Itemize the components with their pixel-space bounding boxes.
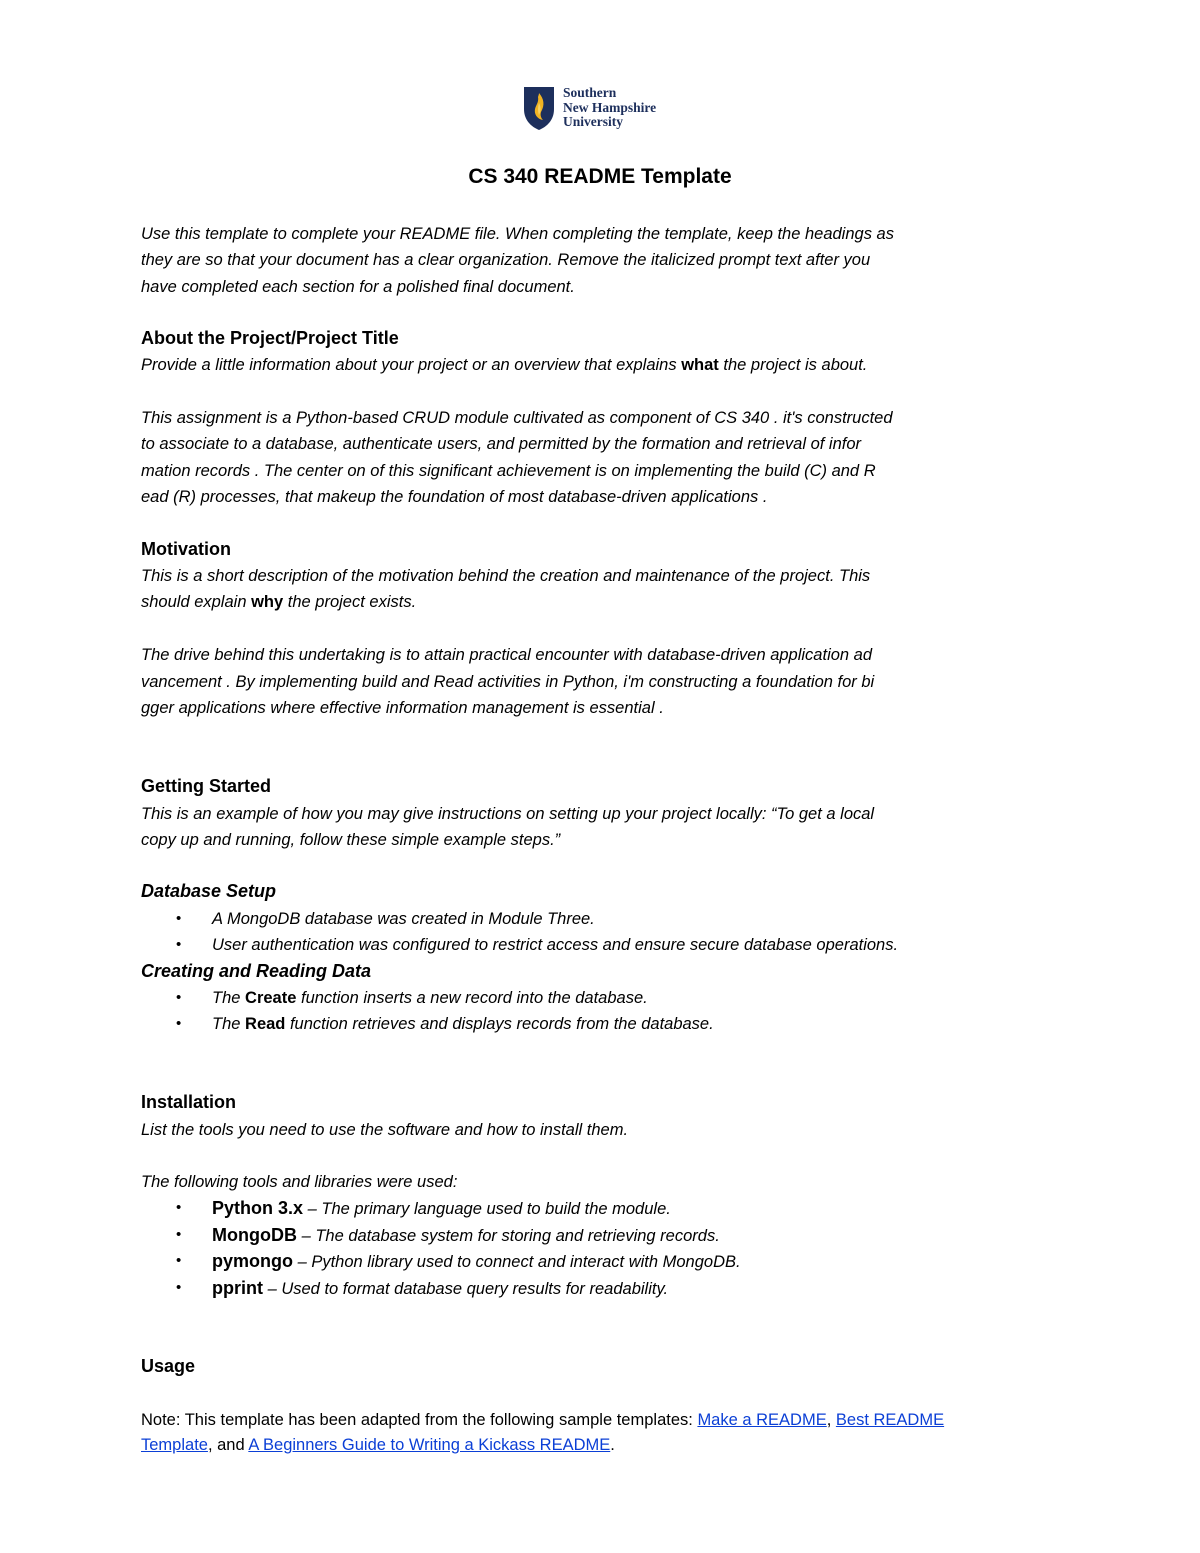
note-line-2: Template, and A Beginners Guide to Writing a Kickass README.	[141, 1436, 615, 1454]
about-body-line-3: mation records . The center on of this significant achievement is on implementing the build (C) and R	[141, 462, 876, 480]
motivation-prompt-line-1: This is a short description of the motivation behind the creation and maintenance of the project. This	[141, 567, 871, 585]
bullet-icon: •	[176, 1252, 182, 1269]
installation-item-1: Python 3.x – The primary language used to build the module.	[212, 1198, 671, 1218]
installation-prompt: List the tools you need to use the software and how to install them.	[141, 1121, 629, 1139]
creating-reading-item-1: The Create function inserts a new record into the database.	[212, 989, 648, 1007]
intro-line-2: they are so that your document has a clear organization. Remove the italicized prompt text after you	[141, 251, 871, 269]
beginners-guide-link[interactable]: A Beginners Guide to Writing a Kickass README	[248, 1436, 611, 1454]
read-keyword: Read	[245, 1015, 286, 1033]
database-setup-item-1: A MongoDB database was created in Module Three.	[212, 910, 595, 928]
installation-lead: The following tools and libraries were used:	[141, 1173, 458, 1191]
bullet-icon: •	[176, 989, 182, 1006]
pymongo-label: pymongo	[212, 1251, 293, 1271]
make-a-readme-link[interactable]: Make a README	[697, 1411, 827, 1429]
bullet-icon: •	[176, 1226, 182, 1243]
installation-item-3: pymongo – Python library used to connect and interact with MongoDB.	[212, 1251, 741, 1271]
installation-item-4: pprint – Used to format database query results for readability.	[212, 1278, 669, 1298]
python-label: Python 3.x	[212, 1198, 304, 1218]
database-setup-heading: Database Setup	[141, 881, 277, 901]
bullet-icon: •	[176, 1015, 182, 1032]
getting-started-heading: Getting Started	[141, 776, 272, 796]
intro-line-3: have completed each section for a polished final document.	[141, 278, 575, 296]
bullet-icon: •	[176, 910, 182, 927]
snhu-shield-icon	[522, 85, 556, 131]
database-setup-item-2: User authentication was configured to restrict access and ensure secure database operations.	[212, 936, 899, 954]
motivation-body-line-1: The drive behind this undertaking is to attain practical encounter with database-driven application ad	[141, 646, 873, 664]
best-readme-template-link-cont[interactable]: Template	[141, 1436, 208, 1454]
intro-line-1: Use this template to complete your README file. When completing the template, keep the headings as	[141, 225, 894, 243]
pprint-label: pprint	[212, 1278, 263, 1298]
bullet-icon: •	[176, 936, 182, 953]
motivation-prompt-line-2: should explain why the project exists.	[141, 593, 417, 611]
snhu-logo	[522, 84, 656, 132]
motivation-prompt-bold: why	[251, 593, 284, 611]
about-prompt-bold: what	[681, 356, 719, 374]
best-readme-template-link[interactable]: Best README	[835, 1411, 945, 1429]
installation-item-2: MongoDB – The database system for storing and retrieving records.	[212, 1225, 720, 1245]
installation-heading: Installation	[141, 1092, 237, 1112]
getting-started-prompt-line-1: This is an example of how you may give instructions on setting up your project locally: “To get a local	[141, 805, 875, 823]
motivation-body-line-2: vancement . By implementing build and Read activities in Python, i'm constructing a foundation for bi	[141, 673, 875, 691]
bullet-icon: •	[176, 1279, 182, 1296]
logo-line-2: New Hampshire	[563, 99, 657, 115]
note-line-1: Note: This template has been adapted from the following sample templates: Make a README, Best README	[141, 1411, 945, 1429]
motivation-body-line-3: gger applications where effective information management is essential .	[141, 699, 664, 717]
about-prompt: Provide a little information about your project or an overview that explains what the project is about.	[141, 356, 868, 374]
about-heading: About the Project/Project Title	[141, 328, 399, 348]
getting-started-prompt-line-2: copy up and running, follow these simple example steps.”	[141, 831, 561, 849]
document-title: CS 340 README Template	[468, 165, 732, 188]
mongodb-label: MongoDB	[212, 1225, 297, 1245]
motivation-heading: Motivation	[141, 539, 231, 559]
logo-line-1: Southern	[563, 85, 617, 101]
creating-reading-item-2: The Read function retrieves and displays records from the database.	[212, 1015, 714, 1033]
usage-heading: Usage	[141, 1356, 196, 1376]
creating-reading-heading: Creating and Reading Data	[141, 961, 372, 981]
logo-line-3: University	[563, 114, 623, 130]
bullet-icon: •	[176, 1199, 182, 1216]
about-body-line-1: This assignment is a Python-based CRUD module cultivated as component of CS 340 . it's constructed	[141, 409, 893, 427]
create-keyword: Create	[245, 989, 297, 1007]
about-body-line-4: ead (R) processes, that makeup the foundation of most database-driven applications .	[141, 488, 768, 506]
about-body-line-2: to associate to a database, authenticate users, and permitted by the formation and retrieval of infor	[141, 435, 862, 453]
